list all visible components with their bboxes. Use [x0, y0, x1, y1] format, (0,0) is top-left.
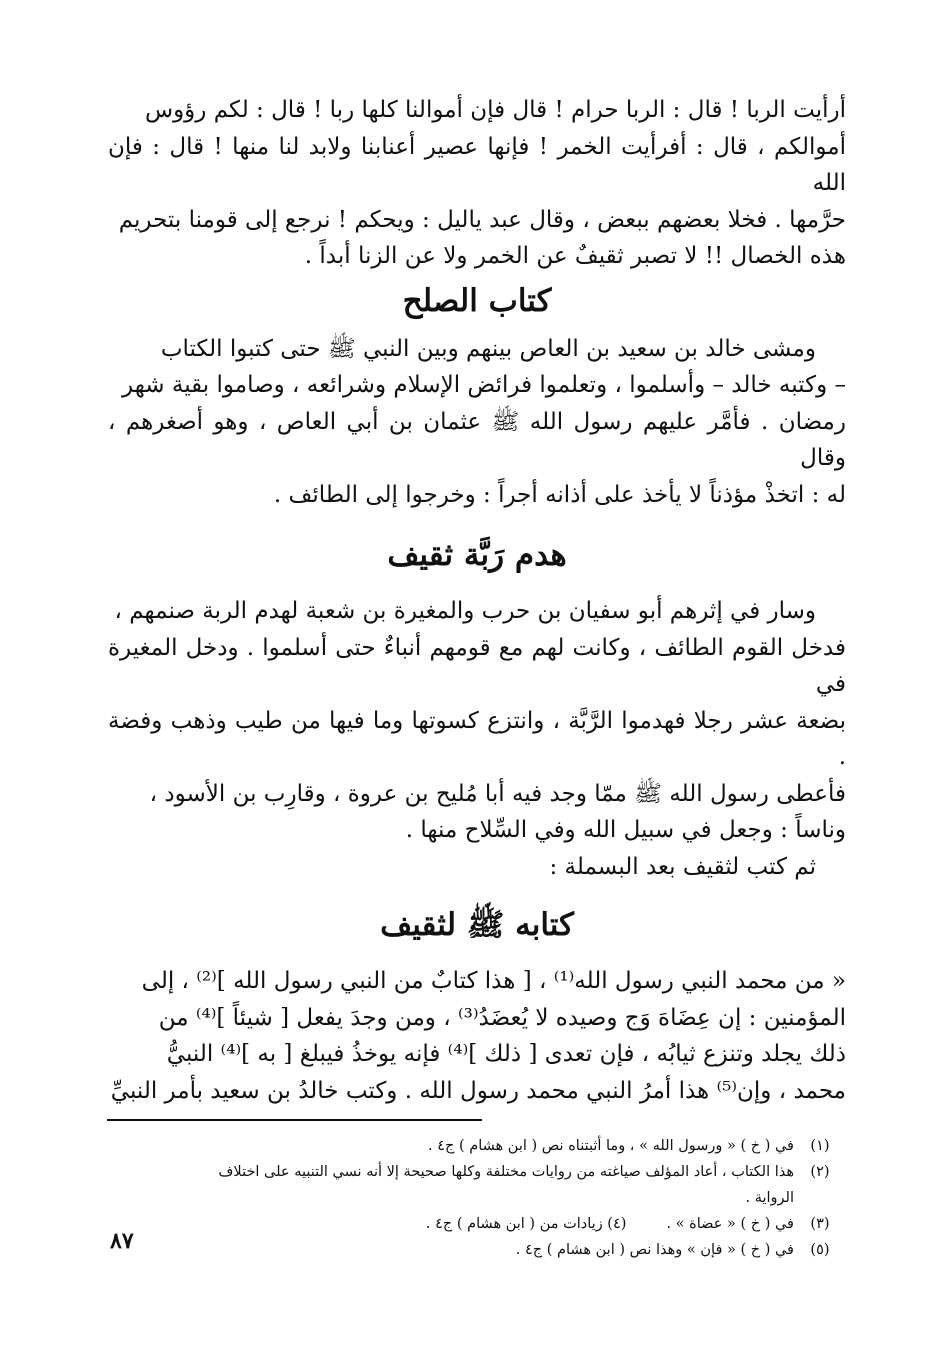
footnote-text: (٤) زيادات من ( ابن هشام ) ج٤ . [425, 1216, 627, 1232]
paragraph-top [108, 92, 846, 275]
text-line: ومشى خالد بن سعيد بن العاص بينهم وبين النبي ﷺ حتى كتبوا الكتاب [160, 335, 816, 362]
text-line: فأعطى رسول الله ﷺ ممّا وجد فيه أبا مُليح بن عروة ، وقارِب بن الأسود ، [149, 780, 846, 807]
text-line: فدخل القوم الطائف ، وكانت لهم مع قومهم أنباءٌ حتى أسلموا . ودخل المغيرة في [108, 634, 846, 697]
footnote-text-line: الرواية . [745, 1190, 794, 1206]
page-body [108, 92, 846, 1263]
text-line: وسار في إثرهم أبو سفيان بن حرب والمغيرة بن شعبة لهدم الربة صنمهم ، [114, 598, 816, 624]
footnote-1 [108, 1133, 846, 1159]
paragraph-2 [108, 331, 846, 514]
section-heading-kitab-al-sulh: كتاب الصلح [402, 282, 552, 319]
text-line: أرأيت الربا ! قال : الربا حرام ! قال فإن أموالنا كلها ربا ! قال : لكم رؤوس [145, 97, 846, 123]
footnote-number: (٥) [810, 1242, 830, 1258]
footnote-text: في ( خ ) « ورسول الله » ، وما أثبتناه نص ( ابن هشام ) ج٤ . [427, 1138, 794, 1154]
footnote-separator [108, 1109, 846, 1123]
footnote-number: (٣) [810, 1216, 830, 1232]
footnote-5 [108, 1237, 846, 1263]
section-heading-hadm-rabbat-thaqif: هدم رَبَّة ثقيف [387, 537, 567, 573]
text-line: « من محمد النبي رسول الله⁽¹⁾ ، [ هذا كتابٌ من النبي رسول الله ]⁽²⁾ ، إلى [141, 968, 846, 994]
paragraph-3 [108, 593, 846, 849]
footnote-2 [108, 1159, 846, 1211]
text-line: محمد ، وإن⁽⁵⁾ هذا أمرُ النبي محمد رسول الله . وكتب خالدُ بن سعيد بأمر النبيِّ [110, 1077, 846, 1104]
paragraph-5 [108, 963, 846, 1109]
footnote-3-4 [108, 1211, 846, 1237]
text-line: هذه الخصال !! لا تصبر ثقيفٌ عن الخمر ولا عن الزنا أبداً . [304, 243, 846, 269]
page-number: ٨٧ [110, 1228, 134, 1254]
text-line: – وكتبه خالد – وأسلموا ، وتعلموا فرائض الإسلام وشرائعه ، وصاموا بقية شهر [122, 372, 846, 398]
footnote-text: في ( خ ) « عضاة » . [666, 1216, 794, 1232]
text-line: حرَّمها . فخلا بعضهم ببعض ، وقال عبد ياليل : ويحكم ! نرجع إلى قومنا بتحريم [118, 206, 846, 233]
footnote-rule [107, 1119, 482, 1121]
text-line: أموالكم ، قال : أفرأيت الخمر ! فإنها عصير أعنابنا ولابد لنا منها ! قال : فإن الله [108, 133, 846, 196]
footnote-text-line: هذا الكتاب ، أعاد المؤلف صياغته من روايات مختلفة وكلها صحيحة إلا أنه نسي التنبيه على اختلاف [218, 1164, 794, 1180]
text-line: رمضان . فأمَّر عليهم رسول الله ﷺ عثمان بن أبي العاص ، وهو أصغرهم ، وقال [108, 408, 846, 471]
footnotes [108, 1133, 846, 1263]
text-line: المؤمنين : إن عِضَاهَ وَج وصيده لا يُعضَدُ⁽³⁾ ، ومن وجدَ يفعل [ شيئاً ]⁽⁴⁾ من [158, 1004, 846, 1031]
footnote-number: (٢) [810, 1164, 830, 1180]
text-line: له : اتخذْ مؤذناً لا يأخذ على أذانه أجراً : وخرجوا إلى الطائف . [273, 481, 846, 508]
text-line: ثم كتب لثقيف بعد البسملة : [549, 853, 816, 880]
footnote-pair [426, 1211, 794, 1237]
footnote-text [108, 1159, 794, 1211]
text-line: بضعة عشر رجلا فهدموا الرَّبَّة ، وانتزع كسوتها وما فيها من طيب وذهب وفضة . [108, 707, 846, 770]
section-heading-kitabuhu-li-thaqif: كتابه ﷺ لثقيف [380, 907, 574, 943]
footnote-number: (١) [810, 1138, 830, 1154]
text-line: وناساً : وجعل في سبيل الله وفي السِّلاح منها . [405, 817, 846, 843]
paragraph-4 [108, 849, 846, 886]
text-line: ذلك يجلد وتنزع ثيابُه ، فإن تعدى [ ذلك ]⁽⁴⁾ فإنه يوخذُ فيبلغ [ به ]⁽⁴⁾ النبيُّ [166, 1041, 846, 1067]
footnote-text: في ( خ ) « فإن » وهذا نص ( ابن هشام ) ج٤ . [515, 1242, 794, 1258]
